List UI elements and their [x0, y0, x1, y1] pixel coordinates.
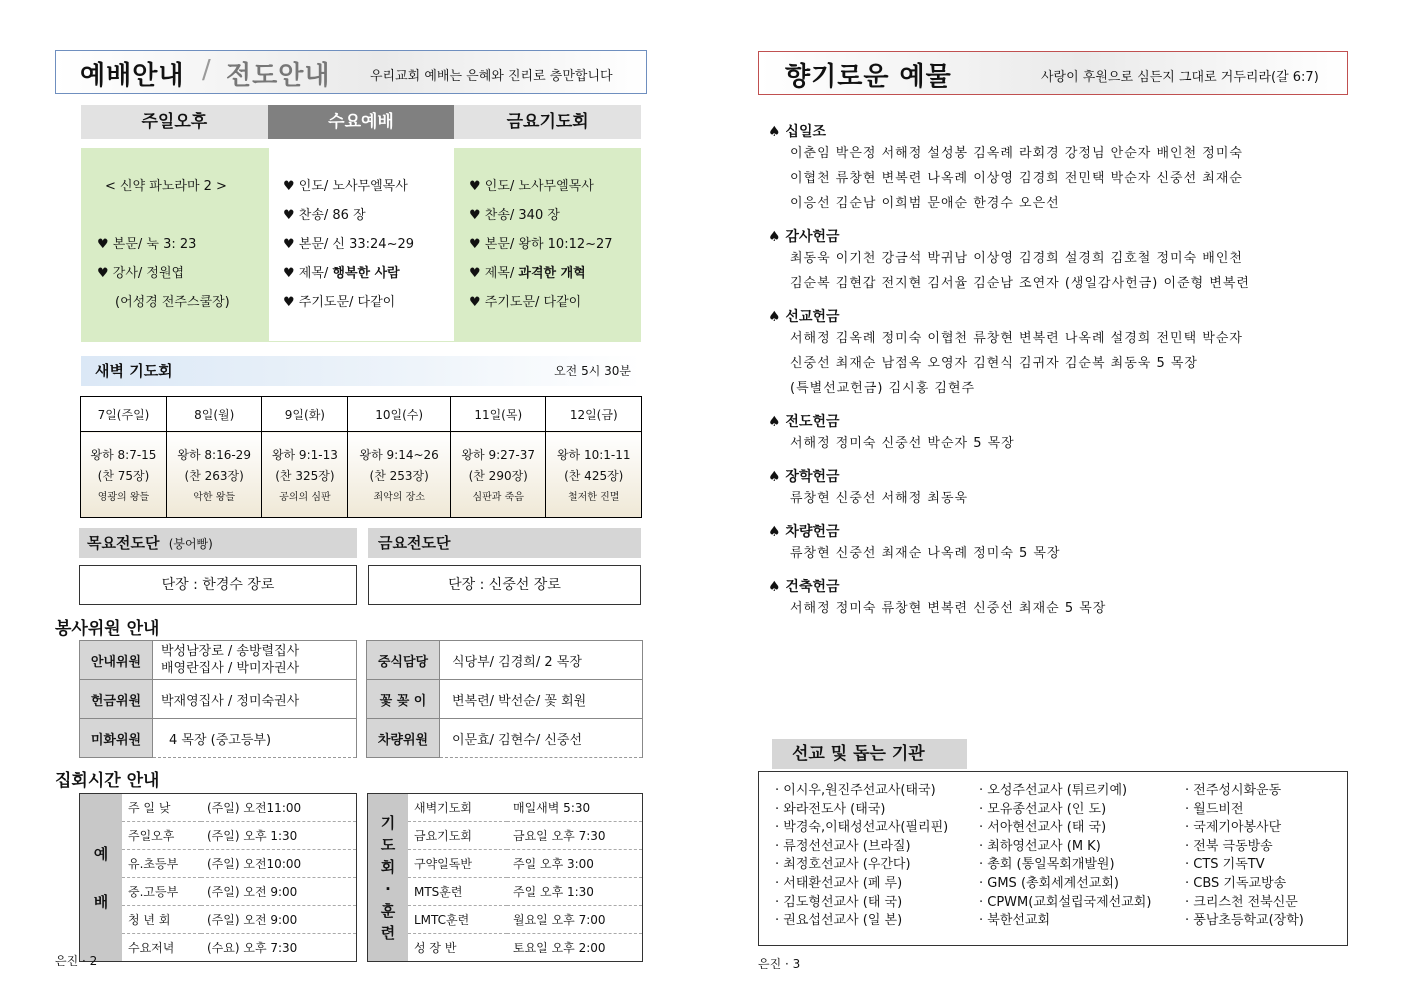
mission-item: · 최하영선교사 (M K) — [979, 838, 1101, 854]
mission-item: · 이시우,원진주선교사(태국) — [775, 783, 936, 798]
dawn-text: 왕하 9:14~26 — [359, 447, 439, 462]
offering-title: ♠ 선교헌금 — [768, 309, 840, 325]
friday-item: ♥ 본문/ 왕하 10:12~27 — [469, 237, 613, 252]
service-value: 변복련/ 박선순/ 꽃 회원 — [440, 680, 643, 719]
dawn-prayer-bar — [81, 356, 641, 386]
meeting-table-training — [367, 793, 643, 962]
worship-tabs — [81, 105, 641, 139]
missions-column — [1185, 782, 1304, 931]
page-number-right: 은진 · 3 — [758, 957, 801, 971]
meeting-time: 토요일 오후 2:00 — [507, 934, 643, 962]
mission-item: · CPWM(교회설립국제선교회) — [979, 894, 1152, 910]
offering-names — [768, 246, 1348, 296]
meeting-name: 청 년 회 — [122, 906, 201, 934]
thursday-evangelism-note: (붕어빵) — [168, 537, 213, 551]
tab-friday-prayer[interactable]: 금요기도회 — [454, 105, 641, 139]
offerings-list — [768, 121, 1348, 631]
offering-line: 류창현 신중선 서해정 최동욱 — [790, 491, 969, 506]
offering-names — [768, 141, 1348, 216]
left-header — [55, 50, 647, 94]
offering-names — [768, 486, 1348, 511]
dawn-detail — [166, 432, 261, 518]
friday-item: ♥ 인도/ 노사무엘목사 — [469, 179, 594, 194]
offering-line: 최동욱 이기천 강금석 박귀남 이상영 김경희 설경희 김호철 정미숙 배인천 — [790, 251, 1243, 266]
offering-title: ♠ 장학헌금 — [768, 469, 840, 485]
offering-group — [768, 306, 1348, 401]
service-label: 안내위원 — [80, 641, 153, 680]
dawn-hymn: (찬 253장) — [369, 468, 429, 483]
meeting-name: 중.고등부 — [122, 878, 201, 906]
mission-item: · 모유종선교사 (인 도) — [979, 801, 1107, 817]
offering-names — [768, 541, 1348, 566]
dawn-detail — [546, 432, 642, 518]
offering-line: 신중선 최재순 남점옥 오영자 김현식 김귀자 김순복 최동욱 5 목장 — [790, 356, 1198, 371]
service-label: 중식담당 — [367, 641, 440, 680]
wednesday-title — [283, 259, 454, 288]
meeting-name: 주일오후 — [122, 822, 201, 850]
meeting-name: 금요기도회 — [408, 822, 507, 850]
day-cell: 8일(월) — [166, 397, 261, 432]
title-slash: / — [202, 55, 212, 85]
dawn-text: 왕하 9:27-37 — [461, 447, 535, 462]
friday-evangelism-title: 금요전도단 — [378, 534, 451, 552]
offering-line: 서해정 정미숙 신중선 박순자 5 목장 — [790, 436, 1015, 451]
dawn-text: 왕하 8:16-29 — [177, 447, 251, 462]
wednesday-column — [268, 148, 455, 342]
service-value-line: 박성남장로 / 송방렬집사 — [161, 644, 300, 659]
friday-title-label: ♥ 제목/ — [469, 266, 519, 281]
missions-column — [979, 782, 1151, 931]
meeting-time: (주일) 오전 9:00 — [201, 906, 357, 934]
wednesday-item: ♥ 찬송/ 86 장 — [283, 208, 366, 223]
dawn-theme: 공의의 심판 — [279, 491, 331, 503]
tab-sunday-afternoon[interactable]: 주일오후 — [81, 105, 268, 139]
thursday-evangelism-bar — [79, 528, 357, 558]
mission-item: · 서태환선교사 (페 루) — [775, 875, 903, 891]
sunday-column — [81, 148, 268, 342]
dawn-detail — [348, 432, 451, 518]
training-label-text: 기 도 회 · 훈 련 — [380, 813, 396, 942]
meeting-time: 주일 오후 1:30 — [507, 878, 643, 906]
offering-title: ♠ 차량헌금 — [768, 524, 840, 540]
right-header — [758, 51, 1348, 95]
offering-group — [768, 466, 1348, 511]
dawn-detail — [262, 432, 348, 518]
meeting-time: (주일) 오전11:00 — [201, 794, 357, 822]
offering-title: ♠ 감사헌금 — [768, 229, 840, 245]
dawn-prayer-table — [80, 396, 642, 518]
friday-item: ♥ 찬송/ 340 장 — [469, 208, 560, 223]
dawn-theme: 죄악의 장소 — [373, 491, 425, 503]
day-cell: 12일(금) — [546, 397, 642, 432]
missions-box — [758, 771, 1348, 946]
offering-group — [768, 521, 1348, 566]
offering-group — [768, 411, 1348, 456]
service-value: 4 목장 (중고등부) — [153, 719, 357, 758]
mission-item: · 박경숙,이태성선교사(필리핀) — [775, 820, 949, 836]
wednesday-title-label: ♥ 제목/ — [283, 266, 333, 281]
meeting-name: 새벽기도회 — [408, 794, 507, 822]
tab-wednesday[interactable]: 수요예배 — [268, 105, 455, 139]
offering-line: 류창현 신중선 최재순 나옥례 정미숙 5 목장 — [790, 546, 1061, 561]
offering-group — [768, 121, 1348, 216]
offering-line: 김순복 김현갑 전지현 김서율 김순남 조연자 (생일감사헌금) 이준형 변복련 — [790, 276, 1250, 291]
friday-evangelism-leader: 단장 : 신중선 장로 — [368, 565, 641, 605]
offering-group — [768, 226, 1348, 296]
meeting-time: (주일) 오전 9:00 — [201, 878, 357, 906]
dawn-hymn: (찬 425장) — [564, 468, 624, 483]
service-label: 미화위원 — [80, 719, 153, 758]
dawn-theme: 영광의 왕들 — [97, 491, 150, 503]
thursday-evangelism-leader: 단장 : 한경수 장로 — [79, 565, 357, 605]
dawn-text: 왕하 8:7-15 — [90, 447, 157, 462]
dawn-hymn: (찬 325장) — [275, 468, 335, 483]
sunday-speaker-sub: (어성경 전주스쿨장) — [115, 295, 230, 310]
meeting-table-worship — [79, 793, 357, 962]
worship-label-text: 예 배 — [93, 844, 109, 911]
page-title: 예배안내 — [80, 61, 185, 91]
mission-item: · CTS 기독TV — [1185, 857, 1265, 873]
header-subtitle: 우리교회 예배는 은혜와 진리로 충만합니다 — [370, 69, 613, 84]
service-table-left — [79, 640, 357, 758]
mission-item: · 권요섭선교사 (일 본) — [775, 913, 903, 929]
meeting-time: 월요일 오후 7:00 — [507, 906, 643, 934]
mission-item: · GMS (총회세계선교회) — [979, 875, 1119, 891]
meeting-time: 주일 오후 3:00 — [507, 850, 643, 878]
dawn-theme: 심판과 죽음 — [472, 491, 524, 503]
mission-item: · 국제기아봉사단 — [1185, 820, 1282, 836]
sunday-speaker: ♥ 강사/ 정원엽 — [97, 266, 185, 281]
mission-item: · 김도형선교사 (태 국) — [775, 894, 903, 910]
service-label: 차량위원 — [367, 719, 440, 758]
mission-item: · 총회 (통일목회개발원) — [979, 857, 1115, 873]
sunday-text: ♥ 본문/ 눅 3: 23 — [97, 237, 197, 252]
dawn-text: 왕하 9:1-13 — [271, 447, 338, 462]
dawn-hymn: (찬 263장) — [184, 468, 244, 483]
day-cell: 9일(화) — [262, 397, 348, 432]
mission-item: · 전주성시화운동 — [1185, 783, 1282, 798]
day-cell: 10일(수) — [348, 397, 451, 432]
friday-column — [455, 148, 641, 342]
missions-title: 선교 및 돕는 기관 — [772, 739, 967, 769]
wednesday-title-bold: 행복한 사람 — [332, 266, 400, 281]
friday-item: ♥ 주기도문/ 다같이 — [469, 295, 582, 310]
dawn-theme: 철저한 진멸 — [567, 491, 620, 503]
header-subtitle-right: 사랑이 후원으로 심든지 그대로 거두리라(갈 6:7) — [1041, 70, 1319, 85]
offering-line: 이응선 김순남 이희범 문애순 한경수 오은선 — [790, 196, 1060, 211]
mission-item: · 최정호선교사 (우간다) — [775, 857, 911, 873]
worship-details — [81, 148, 641, 342]
offering-names — [768, 326, 1348, 401]
day-cell: 11일(목) — [451, 397, 546, 432]
meeting-time: (수요) 오후 7:30 — [201, 934, 357, 962]
sunday-theme: < 신약 파노라마 2 > — [105, 179, 227, 194]
offering-line: (특별선교헌금) 김시홍 김현주 — [790, 381, 976, 396]
mission-item: · 전북 극동방송 — [1185, 838, 1273, 854]
wednesday-item: ♥ 본문/ 신 33:24~29 — [283, 237, 415, 252]
service-title: 봉사위원 안내 — [55, 619, 160, 639]
friday-title — [469, 259, 641, 288]
service-value: 박재영집사 / 정미숙권사 — [153, 680, 357, 719]
mission-item: · CBS 기독교방송 — [1185, 875, 1287, 891]
meeting-time: 매일새벽 5:30 — [507, 794, 643, 822]
service-value: 식당부/ 김경희/ 2 목장 — [440, 641, 643, 680]
offering-title: ♠ 전도헌금 — [768, 414, 840, 430]
mission-item: · 크리스천 전북신문 — [1185, 894, 1298, 910]
meeting-title: 집회시간 안내 — [55, 771, 160, 791]
meeting-time: (주일) 오후 1:30 — [201, 822, 357, 850]
dawn-theme: 악한 왕들 — [193, 491, 236, 503]
offering-names — [768, 596, 1348, 621]
service-label: 헌금위원 — [80, 680, 153, 719]
mission-item: · 류정선선교사 (브라질) — [775, 838, 911, 854]
meeting-name: 성 장 반 — [408, 934, 507, 962]
meeting-name: 유.초등부 — [122, 850, 201, 878]
service-table-right — [366, 640, 643, 758]
offering-names — [768, 431, 1348, 456]
worship-label — [80, 794, 123, 962]
friday-evangelism-bar — [368, 528, 641, 558]
dawn-prayer-title: 새벽 기도회 — [95, 362, 173, 380]
offering-group — [768, 576, 1348, 621]
offering-title: ♠ 십일조 — [768, 124, 826, 140]
service-value — [153, 641, 357, 680]
meeting-time: (주일) 오전10:00 — [201, 850, 357, 878]
offering-line: 서해정 정미숙 류창현 변복련 신중선 최재순 5 목장 — [790, 601, 1107, 616]
thursday-evangelism-title: 목요전도단 — [87, 534, 160, 552]
service-label: 꽃 꽂 이 — [367, 680, 440, 719]
offering-line: 서해정 김옥례 정미숙 이협천 류창현 변복련 나옥례 설경희 전민택 박순자 — [790, 331, 1243, 346]
page-title-2: 전도안내 — [226, 61, 331, 91]
mission-item: · 북한선교회 — [979, 913, 1051, 929]
wednesday-item: ♥ 주기도문/ 다같이 — [283, 295, 396, 310]
training-label — [368, 794, 409, 962]
meeting-time: 금요일 오후 7:30 — [507, 822, 643, 850]
offering-title: ♠ 건축헌금 — [768, 579, 840, 595]
mission-item: · 오성주선교사 (튀르키예) — [979, 783, 1128, 798]
day-cell: 7일(주일) — [81, 397, 167, 432]
mission-item: · 월드비전 — [1185, 801, 1244, 817]
friday-title-bold: 과격한 개혁 — [518, 266, 586, 281]
service-value: 이문효/ 김현수/ 신중선 — [440, 719, 643, 758]
meeting-name: LMTC훈련 — [408, 906, 507, 934]
offering-line: 이협천 류창현 변복련 나옥례 이상영 김경희 전민택 박순자 신중선 최재순 — [790, 171, 1243, 186]
meeting-name: 주 일 낮 — [122, 794, 201, 822]
dawn-text: 왕하 10:1-11 — [556, 447, 631, 462]
meeting-name: 구약일독반 — [408, 850, 507, 878]
mission-item: · 서아현선교사 (태 국) — [979, 820, 1107, 836]
dawn-detail — [81, 432, 167, 518]
mission-item: · 와라전도사 (태국) — [775, 801, 886, 817]
dawn-hymn: (찬 290장) — [468, 468, 528, 483]
dawn-detail — [451, 432, 546, 518]
meeting-name: 수요저녁 — [122, 934, 201, 962]
offering-line: 이춘임 박은정 서해정 설성봉 김옥례 라회경 강정님 안순자 배인천 정미숙 — [790, 146, 1243, 161]
meeting-name: MTS훈련 — [408, 878, 507, 906]
page-number-left: 은진 · 2 — [55, 954, 98, 968]
missions-column — [775, 782, 948, 931]
dawn-hymn: (찬 75장) — [97, 468, 150, 483]
dawn-prayer-time: 오전 5시 30분 — [554, 364, 631, 378]
page-title-right: 향기로운 예물 — [785, 62, 952, 92]
mission-item: · 풍남초등학교(장학) — [1185, 913, 1304, 929]
wednesday-item: ♥ 인도/ 노사무엘목사 — [283, 179, 408, 194]
service-value-line: 배영란집사 / 박미자권사 — [161, 661, 300, 676]
